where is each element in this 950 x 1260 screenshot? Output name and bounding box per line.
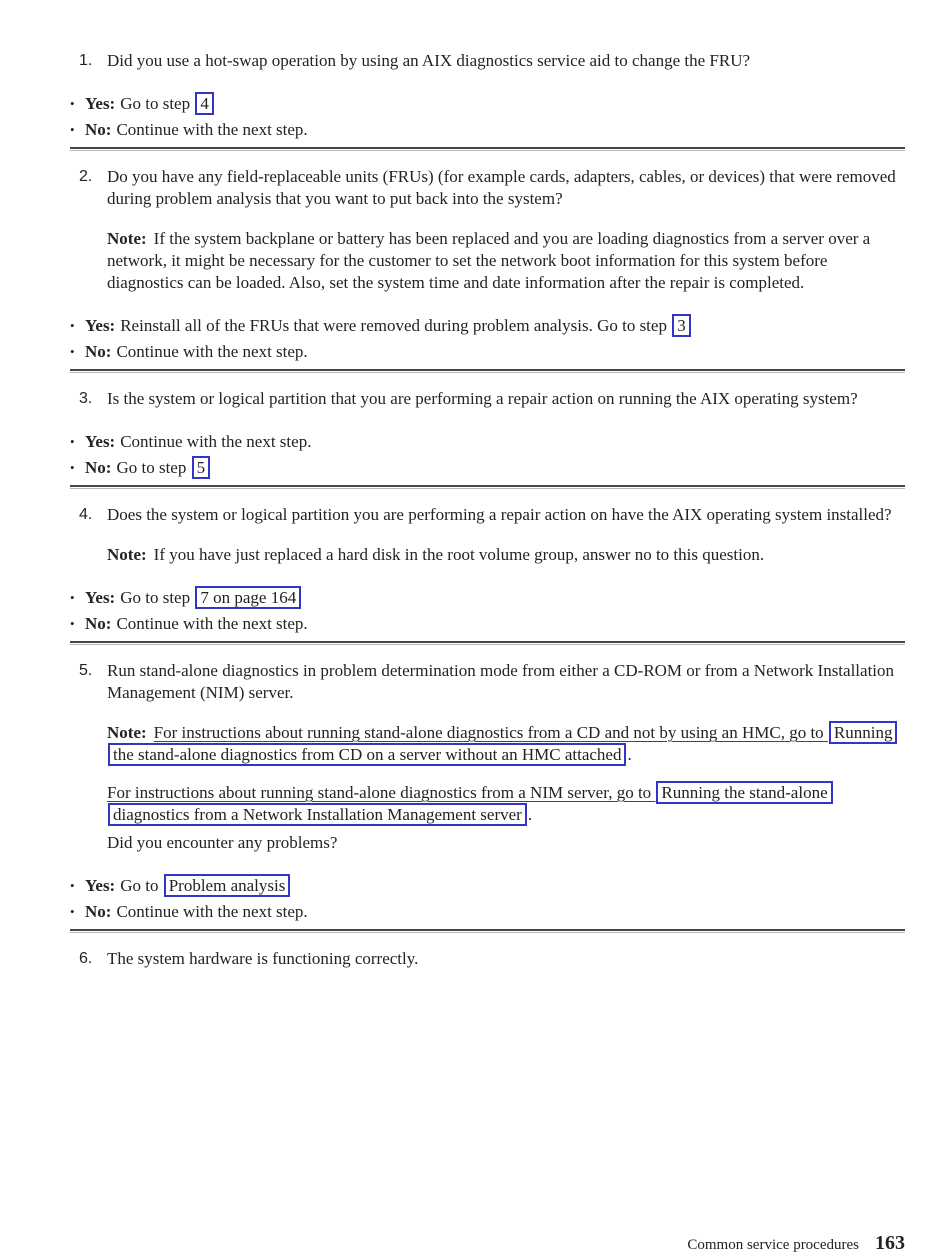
- bullet-marker: •: [70, 590, 75, 605]
- bullet-no: [70, 900, 905, 924]
- bullet-label: Yes:: [85, 316, 116, 335]
- bullet-no: [70, 456, 905, 480]
- bullet-text: [85, 586, 905, 610]
- bullet-marker: •: [70, 344, 75, 359]
- note-punctuation: .: [627, 745, 632, 764]
- step-note: [107, 544, 905, 566]
- bullet-plain-text: Continue with the next step.: [116, 342, 308, 361]
- step-2: [70, 166, 905, 364]
- bullet-label: No:: [85, 342, 112, 361]
- step-5: [70, 660, 905, 924]
- bullet-marker: •: [70, 318, 75, 333]
- bullet-marker: •: [70, 96, 75, 111]
- note-label: Note:: [107, 545, 147, 564]
- answer-list: [70, 430, 905, 480]
- bullet-no: [70, 340, 905, 364]
- step-question: The system hardware is functioning correctly.: [107, 949, 419, 968]
- bullet-plain-text: Continue with the next step.: [116, 614, 308, 633]
- step-4: [70, 504, 905, 636]
- link-step-4[interactable]: 4: [195, 92, 214, 115]
- bullet-label: Yes:: [85, 94, 116, 113]
- link-step-3[interactable]: 3: [672, 314, 691, 337]
- step-question: Does the system or logical partition you are performing a repair action on have the AIX operating system installed?: [107, 505, 892, 524]
- footer-page-number: 163: [875, 1232, 905, 1254]
- step-number: 3.: [79, 390, 93, 407]
- bullet-yes: [70, 586, 905, 610]
- note-text: If you have just replaced a hard disk in the root volume group, answer no to this question.: [153, 545, 765, 564]
- section-divider: [70, 147, 905, 151]
- bullet-marker: •: [70, 122, 75, 137]
- bullet-yes: [70, 874, 905, 898]
- bullet-label: Yes:: [85, 588, 116, 607]
- step-question: Is the system or logical partition that you are performing a repair action on running the AIX operating system?: [107, 389, 858, 408]
- bullet-text: [85, 430, 905, 454]
- step-6: [70, 948, 905, 970]
- bullet-label: No:: [85, 902, 112, 921]
- note-label: Note:: [107, 723, 147, 742]
- step-note: [107, 228, 905, 294]
- link-running-diagnostics-nim[interactable]: Running the stand-alone diagnostics from a Network Installation Management server: [108, 781, 833, 826]
- bullet-pre-text: Go to step: [120, 588, 195, 607]
- bullet-text: [85, 456, 905, 480]
- bullet-yes: [70, 314, 905, 338]
- bullet-plain-text: Continue with the next step.: [116, 902, 308, 921]
- step-number: 4.: [79, 506, 93, 523]
- page-footer: [687, 1232, 905, 1256]
- bullet-marker: •: [70, 878, 75, 893]
- step-1: [70, 50, 905, 142]
- section-divider: [70, 369, 905, 373]
- bullet-text: [85, 340, 905, 364]
- bullet-marker: •: [70, 616, 75, 631]
- note-text: If the system backplane or battery has been replaced and you are loading diagnostics from a server over a network, it might be necessary for the customer to set the network boot information for this system before diagnostics can be loaded. Also, set the system time and date information after the repair is completed.: [107, 229, 871, 292]
- link-problem-analysis[interactable]: Problem analysis: [164, 874, 291, 897]
- step-subquestion: Did you encounter any problems?: [107, 833, 338, 852]
- bullet-label: No:: [85, 120, 112, 139]
- bullet-label: No:: [85, 458, 112, 477]
- bullet-pre-text: Go to: [120, 876, 163, 895]
- bullet-text: [85, 612, 905, 636]
- bullet-pre-text: Go to step: [116, 458, 191, 477]
- bullet-label: Yes:: [85, 876, 116, 895]
- step-3: [70, 388, 905, 480]
- revision-text: For instructions about running stand-alone diagnostics from a CD and not by using an HMC, go to: [153, 723, 828, 742]
- note-paragraph-2: [107, 782, 905, 826]
- bullet-pre-text: Reinstall all of the FRUs that were removed during problem analysis. Go to step: [120, 316, 672, 335]
- bullet-marker: •: [70, 460, 75, 475]
- bullet-marker: •: [70, 904, 75, 919]
- revision-text: For instructions about running stand-alone diagnostics from a NIM server, go to: [107, 783, 656, 802]
- note-label: Note:: [107, 229, 147, 248]
- bullet-plain-text: Continue with the next step.: [120, 432, 312, 451]
- bullet-text: [85, 874, 905, 898]
- bullet-marker: •: [70, 434, 75, 449]
- step-number: 1.: [79, 52, 93, 69]
- bullet-yes: [70, 92, 905, 116]
- bullet-text: [85, 118, 905, 142]
- note-punctuation: .: [527, 805, 533, 824]
- bullet-label: No:: [85, 614, 112, 633]
- bullet-pre-text: Go to step: [120, 94, 195, 113]
- answer-list: [70, 92, 905, 142]
- bullet-yes: [70, 430, 905, 454]
- link-step-7-page-164[interactable]: 7 on page 164: [195, 586, 301, 609]
- bullet-no: [70, 612, 905, 636]
- bullet-text: [85, 92, 905, 116]
- section-divider: [70, 929, 905, 933]
- answer-list: [70, 586, 905, 636]
- link-running-diagnostics-cd[interactable]: Running the stand-alone diagnostics from CD on a server without an HMC attached: [108, 721, 897, 766]
- bullet-text: [85, 900, 905, 924]
- bullet-text: [85, 314, 905, 338]
- bullet-plain-text: Continue with the next step.: [116, 120, 308, 139]
- step-note: [107, 722, 905, 766]
- step-question: Do you have any field-replaceable units (FRUs) (for example cards, adapters, cables, or devices) that were removed during problem analysis that you want to put back into the system?: [107, 167, 896, 208]
- section-divider: [70, 641, 905, 645]
- step-question: Did you use a hot-swap operation by using an AIX diagnostics service aid to change the FRU?: [107, 51, 751, 70]
- bullet-no: [70, 118, 905, 142]
- answer-list: [70, 314, 905, 364]
- link-step-5[interactable]: 5: [192, 456, 211, 479]
- bullet-label: Yes:: [85, 432, 116, 451]
- answer-list: [70, 874, 905, 924]
- step-number: 2.: [79, 168, 93, 185]
- step-number: 5.: [79, 662, 93, 679]
- section-divider: [70, 485, 905, 489]
- step-question: Run stand-alone diagnostics in problem determination mode from either a CD-ROM or from a Network Installation Management (NIM) server.: [107, 661, 895, 702]
- step-number: 6.: [79, 950, 93, 967]
- footer-section-title: Common service procedures: [687, 1237, 859, 1253]
